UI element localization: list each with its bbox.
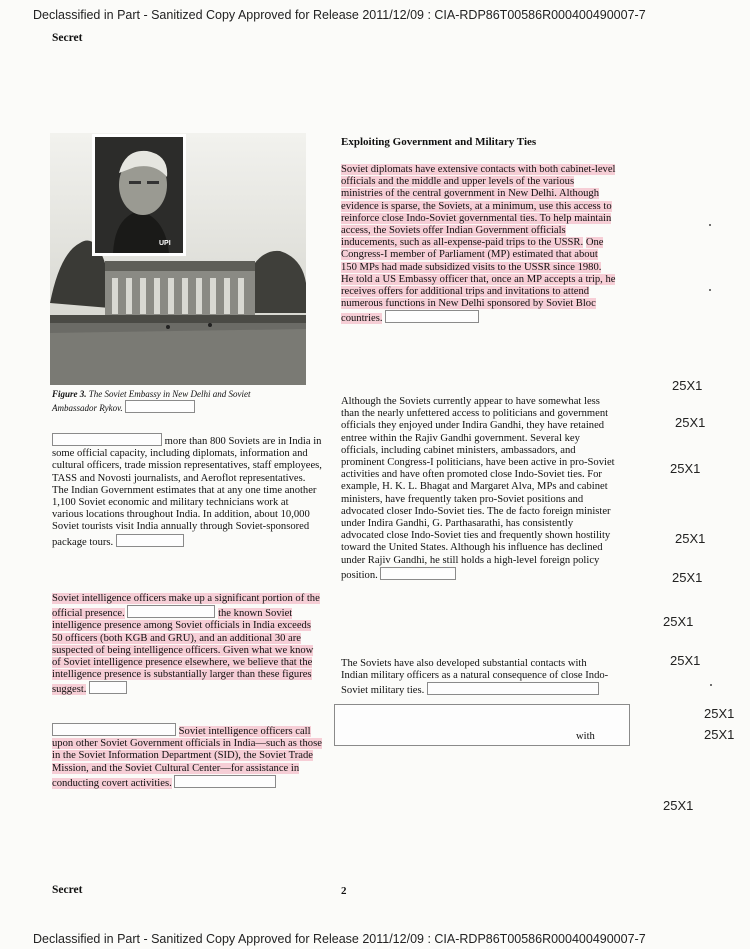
ambassador-portrait xyxy=(92,134,186,256)
redaction-code: 25X1 xyxy=(672,570,703,585)
right-paragraph-3-text: The Soviets have also developed substantial contacts with Indian military officers as a natural consequence of close Indo-Soviet military ties. xyxy=(341,658,609,697)
left-paragraph-1 xyxy=(52,433,322,549)
redaction-code: 25X1 xyxy=(670,461,701,476)
redaction-code: 25X1 xyxy=(672,378,703,393)
left-paragraph-2-text: the known Soviet intelligence presence among Soviet officials in India exceeds 50 officers (both KGB and GRU), and an additional 30 are suspected of being intelligence officers. Given what we know of Soviet intelligence presence elsewhere, we believe that the intelligence presence is substantially larger than these figures suggest. xyxy=(52,608,314,696)
left-paragraph-2 xyxy=(52,593,322,697)
redaction-box xyxy=(127,605,215,618)
redaction-box xyxy=(380,567,456,580)
left-paragraph-3 xyxy=(52,723,322,790)
redaction-box xyxy=(52,723,176,736)
redaction-code: 25X1 xyxy=(663,614,694,629)
left-paragraph-2-lead: Soviet intelligence officers make up a significant portion of the official presence. xyxy=(52,593,320,620)
figure-caption-text: The Soviet Embassy in New Delhi and Soviet Ambassador Rykov. xyxy=(52,389,251,413)
page-number: 2 xyxy=(341,885,347,897)
right-paragraph-2 xyxy=(341,396,616,582)
scan-speck xyxy=(709,289,711,291)
scan-speck xyxy=(710,684,712,686)
redaction-box xyxy=(174,775,276,788)
classification-top: Secret xyxy=(52,32,83,44)
photo-credit: UPI xyxy=(159,240,171,247)
right-paragraph-2-text: Although the Soviets currently appear to have somewhat less than the nearly unfettered access to politicians and government officials they enjoyed under Indira Gandhi, they have retained entree within the Rajiv Gandhi government. Several key officials, including cabinet ministers, ambassadors, and prominent Congress-I politicians, have been active in pro-Soviet activities and have often promoted close Indo-Soviet ties. For example, H. K. L. Bhagat and Margaret Alva, MPs and cabinet ministers, have frequently taken pro-Soviet positions and advocated closer Indo-Soviet ties. The de facto foreign minister under Indira Gandhi, G. Parthasarathi, has consistently advocated close Indo-Soviet ties and frequently shown hostility toward the United States. Although his influence has declined under Rajiv Gandhi, he still holds a high-level foreign policy position. xyxy=(341,396,615,581)
redaction-code: 25X1 xyxy=(675,415,706,430)
release-banner-bottom: Declassified in Part - Sanitized Copy Approved for Release 2011/12/09 : CIA-RDP86T00586R000400490007-7 xyxy=(33,932,646,946)
right-paragraph-1-text: Soviet diplomats have extensive contacts with both cabinet-level officials and the middle and upper levels of the various ministries of the central government in New Delhi. Although evidence is sparse, the Soviets, at a minimum, use this access to reinforce close Indo-Soviet governmental ties. To help maintain access, the Soviets offer Indian Government officials inducements, such as all-expense-paid trips to the USSR. xyxy=(341,164,616,249)
left-paragraph-1-text: more than 800 Soviets are in India in some official capacity, including diplomats, information and cultural officers, trade mission representatives, staff employees, TASS and Novosti journalists, and Aeroflot representatives. The Indian Government estimates that at any one time another 1,100 Soviet economic and military technicians work at various locations throughout India. In addition, about 10,000 Soviet tourists visit India annually through Soviet-sponsored package tours. xyxy=(52,436,322,548)
redaction-box xyxy=(427,682,599,695)
release-banner-top: Declassified in Part - Sanitized Copy Approved for Release 2011/12/09 : CIA-RDP86T00586R000400490007-7 xyxy=(33,8,646,22)
redaction-box xyxy=(385,310,479,323)
section-heading: Exploiting Government and Military Ties xyxy=(341,136,537,148)
right-paragraph-1 xyxy=(341,164,616,326)
figure-caption xyxy=(52,389,252,413)
scan-speck xyxy=(709,224,711,226)
fragment-with: with xyxy=(576,731,595,742)
classification-bottom: Secret xyxy=(52,884,83,896)
right-paragraph-1-quote: One Congress-I member of Parliament (MP) estimated that about 150 MPs had made subsidized visits to the USSR since 1980. He told a US Embassy officer that, once an MP accepts a trip, he receives offers for additional trips and invitations to attend numerous functions in New Delhi sponsored by Soviet Bloc countries. xyxy=(341,237,616,325)
right-paragraph-3 xyxy=(341,658,616,698)
redaction-box xyxy=(116,534,184,547)
figure-label: Figure 3. xyxy=(52,389,87,399)
redaction-code: 25X1 xyxy=(704,727,735,742)
redaction-box xyxy=(52,433,162,446)
redaction-code: 25X1 xyxy=(663,798,694,813)
ambassador-portrait-image xyxy=(95,137,183,253)
left-paragraph-3-text: Soviet intelligence officers call upon other Soviet Government officials in India—such as those in the Soviet Information Department (SID), the Soviet Trade Mission, and the Soviet Cultural Center—for assistance in conducting covert activities. xyxy=(52,726,322,789)
redaction-code: 25X1 xyxy=(704,706,735,721)
redaction-code: 25X1 xyxy=(670,653,701,668)
redaction-box xyxy=(89,681,127,694)
redaction-code: 25X1 xyxy=(675,531,706,546)
redaction-box xyxy=(125,400,195,413)
